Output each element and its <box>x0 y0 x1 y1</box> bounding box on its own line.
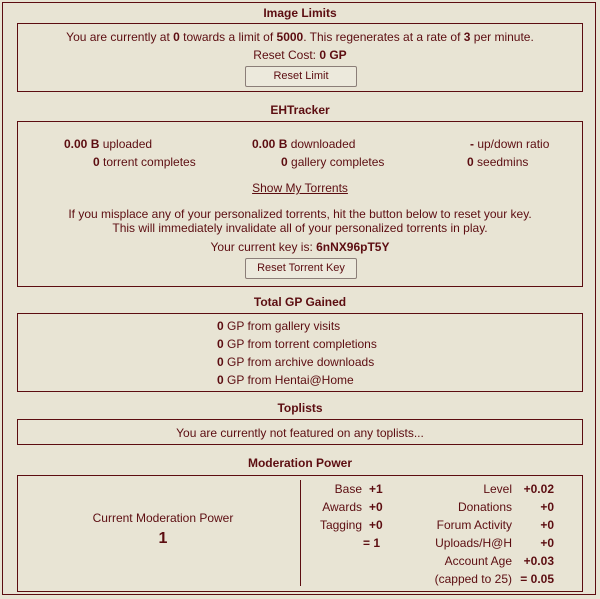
gp-hentai-at-home: 0 GP from Hentai@Home <box>217 373 354 387</box>
toplists-box <box>17 419 583 445</box>
seedmins-stat: 0 seedmins <box>467 155 529 169</box>
mod-uploads-hah-label: Uploads/H@H <box>435 536 512 550</box>
moderation-box <box>17 475 583 592</box>
ehtracker-box <box>17 121 583 287</box>
moderation-title: Moderation Power <box>247 456 352 470</box>
current-moderation-power-label: Current Moderation Power <box>92 511 234 525</box>
toplists-title: Toplists <box>277 401 323 415</box>
gp-archive-downloads: 0 GP from archive downloads <box>217 355 375 369</box>
mod-level-value: +0.02 <box>523 482 554 496</box>
mod-tagging-value: +0 <box>369 518 383 532</box>
image-limits-title: Image Limits <box>263 6 337 20</box>
current-moderation-power-value: 1 <box>158 530 168 547</box>
gp-gallery-visits: 0 GP from gallery visits <box>217 319 341 333</box>
mod-capped-value: = 0.05 <box>520 572 554 586</box>
current-key-value: 6nNX96pT5Y <box>316 240 390 254</box>
mod-base-value: +1 <box>369 482 383 496</box>
mod-capped-label: (capped to 25) <box>434 572 512 586</box>
downloaded-stat: 0.00 B downloaded <box>252 137 356 151</box>
mod-level-label: Level <box>483 482 512 496</box>
mod-left-total-value: = 1 <box>363 536 381 550</box>
total-gp-title: Total GP Gained <box>253 295 347 309</box>
ratio-stat: - up/down ratio <box>470 137 550 151</box>
reset-cost-value: 0 GP <box>319 48 347 62</box>
mod-base-label: Base <box>334 482 362 496</box>
total-gp-box <box>17 313 583 392</box>
show-my-torrents-link[interactable]: Show My Torrents <box>252 181 348 195</box>
uploaded-stat: 0.00 B uploaded <box>64 137 153 151</box>
reset-cost: Reset Cost: 0 GP <box>253 48 347 62</box>
torrent-key-info-line1: If you misplace any of your personalized torrents, hit the button below to reset your key. <box>68 207 532 221</box>
reset-torrent-key-button[interactable]: Reset Torrent Key <box>245 258 357 279</box>
regen-rate-value: 3 <box>463 30 471 44</box>
mod-forum-activity-label: Forum Activity <box>436 518 512 532</box>
gallery-completes-stat: 0 gallery completes <box>281 155 385 169</box>
mod-account-age-value: +0.03 <box>523 554 554 568</box>
torrent-completes-stat: 0 torrent completes <box>93 155 196 169</box>
mod-forum-activity-value: +0 <box>540 518 554 532</box>
mod-account-age-label: Account Age <box>444 554 512 568</box>
ehtracker-title: EHTracker <box>270 103 330 117</box>
image-limits-box <box>17 23 583 92</box>
max-limit-value: 5000 <box>276 30 304 44</box>
mod-donations-label: Donations <box>457 500 512 514</box>
mod-awards-value: +0 <box>369 500 383 514</box>
image-limits-status: You are currently at 0 towards a limit of 5000. This regenerates at a rate of 3 per minute. <box>66 30 534 44</box>
current-limit-value: 0 <box>173 30 180 44</box>
mod-tagging-label: Tagging <box>319 518 362 532</box>
mod-donations-value: +0 <box>540 500 554 514</box>
mod-uploads-hah-value: +0 <box>540 536 554 550</box>
toplists-status: You are currently not featured on any toplists... <box>176 426 424 440</box>
gp-torrent-completions: 0 GP from torrent completions <box>217 337 377 351</box>
reset-limit-button[interactable]: Reset Limit <box>245 66 357 87</box>
torrent-key-info-line2: This will immediately invalidate all of your personalized torrents in play. <box>112 221 488 235</box>
mod-awards-label: Awards <box>322 500 362 514</box>
current-key: Your current key is: 6nNX96pT5Y <box>210 240 390 254</box>
